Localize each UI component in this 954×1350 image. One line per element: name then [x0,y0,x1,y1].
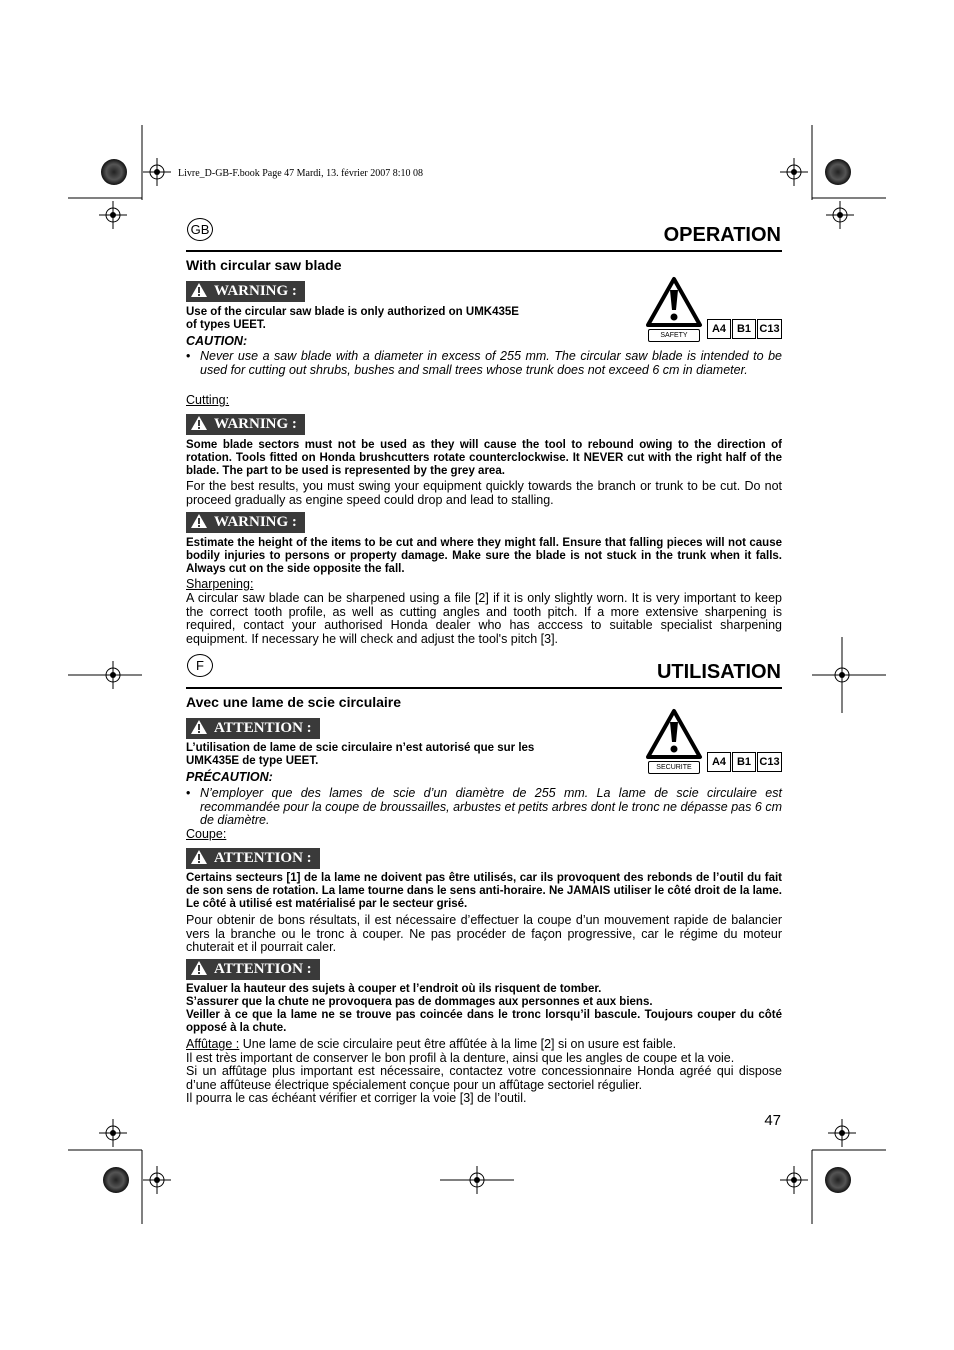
figure-tag-a4: A4 [707,319,731,339]
attention-label: ATTENTION : [214,961,312,977]
registration-dial-icon [101,159,127,185]
warning-triangle-icon [190,513,208,529]
bullet: • [186,786,191,800]
warning-label: WARNING : [214,514,297,530]
warning-triangle-icon [190,960,208,976]
warning-banner [186,281,305,302]
attention-banner [186,718,320,739]
print-header: Livre_D-GB-F.book Page 47 Mardi, 13. février 2007 8:10 08 [178,168,423,179]
language-badge-gb: GB [187,218,213,241]
affutage-label: Affûtage : [186,1037,240,1051]
securite-label: SECURITE [648,761,700,774]
warning-text: Estimate the height of the items to be cut and where they might fall. Ensure that falling pieces will not cause bodily injuries to persons or property damage. Make sure the blade is not stuck in the trunk when it falls. Always cut on the side opposite the fall. [186,537,782,575]
paragraph: A circular saw blade can be sharpened using a file [2] if it is only slightly worn. It is very important to keep the correct tooth profile, as well as cutting angles and tooth pitch. If a more extensive sharpening is required, contact your authorised Honda dealer who has acccess to suitable specialist sharpening equipment. If necessary he will check and adjust the tool's pitch [3]. [186,591,782,646]
title-rule [186,250,782,252]
registration-dial-icon [825,1167,851,1193]
registration-dial-icon [103,1167,129,1193]
paragraph: For the best results, you must swing your equipment quickly towards the branch or trunk to be cut. Do not proceed gradually as engine speed could drop and lead to stalling. [186,479,782,507]
warning-triangle-icon [190,282,208,298]
figure-tag-c13: C13 [757,752,782,772]
coupe-label: Coupe: [186,827,227,841]
attention-text: Certains secteurs [1] de la lame ne doivent pas être utilisés, car ils provoquent des rebonds de l’outil du fait de son sens de rotation. La lame tourne dans le sens anti-horaire. Ne JAMAIS utiliser le côté droit de la lame. Le côté à utilisé est matérialisé par le secteur grisé. [186,872,782,910]
attention-label: ATTENTION : [214,850,312,866]
figure-tag-c13: C13 [757,319,782,339]
warning-triangle-icon [645,708,703,760]
figure-tag-b1: B1 [732,752,756,772]
warning-triangle-icon [190,849,208,865]
precaution-label: PRÉCAUTION: [186,770,273,784]
warning-label: WARNING : [214,416,297,432]
section-title-operation: OPERATION [663,224,781,246]
attention-label: ATTENTION : [214,720,312,736]
warning-banner [186,512,305,533]
registration-dial-icon [825,159,851,185]
warning-triangle-icon [190,415,208,431]
sharpening-label: Sharpening: [186,577,254,591]
warning-triangle-icon [645,276,703,328]
attention-banner [186,848,320,869]
attention-text: L’utilisation de lame de scie circulaire n’est autorisé que sur les UMK435E de type UEET. [186,742,535,767]
page-number: 47 [764,1112,781,1129]
warning-banner [186,414,305,435]
safety-label: SAFETY [648,329,700,342]
safety-symbol [645,708,703,774]
figure-tag-b1: B1 [732,319,756,339]
warning-text: Use of the circular saw blade is only authorized on UMK435E of types UEET. [186,306,519,331]
warning-triangle-icon [190,719,208,735]
cutting-label: Cutting: [186,393,230,407]
precaution-text: • N’employer que des lames de scie d’un diamètre de 255 mm. La lame de scie circulaire est recommandée pour la coupe de broussailles, arbustes et petits arbres dont le tronc ne dépasse pas 6 cm de diamètre. [186,786,782,827]
warning-text: Some blade sectors must not be used as they will cause the tool to rebound owing to the direction of rotation. Tools fitted on Honda brushcutters rotate counterclockwise. It NEVER cut with the right half of the blade. The part to be used is represented by the grey area. [186,439,782,477]
caution-label: CAUTION: [186,334,248,348]
subsection-title: With circular saw blade [186,257,342,273]
attention-banner [186,959,320,980]
attention-text: Evaluer la hauteur des sujets à couper et l’endroit où ils risquent de tomber. S’assurer que la chute ne provoquera pas de dommages aux personnes et aux biens. Veiller à ce que la lame ne se trouve pas coincée dans le tronc lorsqu’il bascule. Toujours couper du côté opposé à la chute. [186,983,782,1034]
sharpening-paragraph: Affûtage : Une lame de scie circulaire peut être affûtée à la lime [2] si on usure est faible. Il est très important de conserver le bon profil à la denture, ainsi que les angles de coupe et la voie. Si un affûtage plus important est nécessaire, contactez votre concessionnaire Honda agréé qui dispose d’une affûteuse électrique spécialement conçue pour un affûtage sectoriel régulier. Il pourra le cas échéant vérifier et corriger la voie [3] de l’outil. [186,1037,782,1105]
figure-tag-a4: A4 [707,752,731,772]
caution-text: • Never use a saw blade with a diameter in excess of 255 mm. The circular saw blade is intended to be used for cutting out shrubs, bushes and small trees whose trunk does not exceed 6 cm in diameter. [186,349,782,377]
safety-symbol [645,276,703,342]
paragraph: Pour obtenir de bons résultats, il est nécessaire d’effectuer la coupe d’un mouvement rapide de balancier vers la branche ou le tronc à couper. Ne pas procéder de façon progressive, car le régime du moteur chuterait et il pourrait caler. [186,913,782,954]
title-rule [186,687,782,689]
section-title-utilisation: UTILISATION [656,661,781,683]
bullet: • [186,349,191,363]
subsection-title: Avec une lame de scie circulaire [186,694,402,710]
language-badge-f: F [187,654,213,677]
warning-label: WARNING : [214,283,297,299]
